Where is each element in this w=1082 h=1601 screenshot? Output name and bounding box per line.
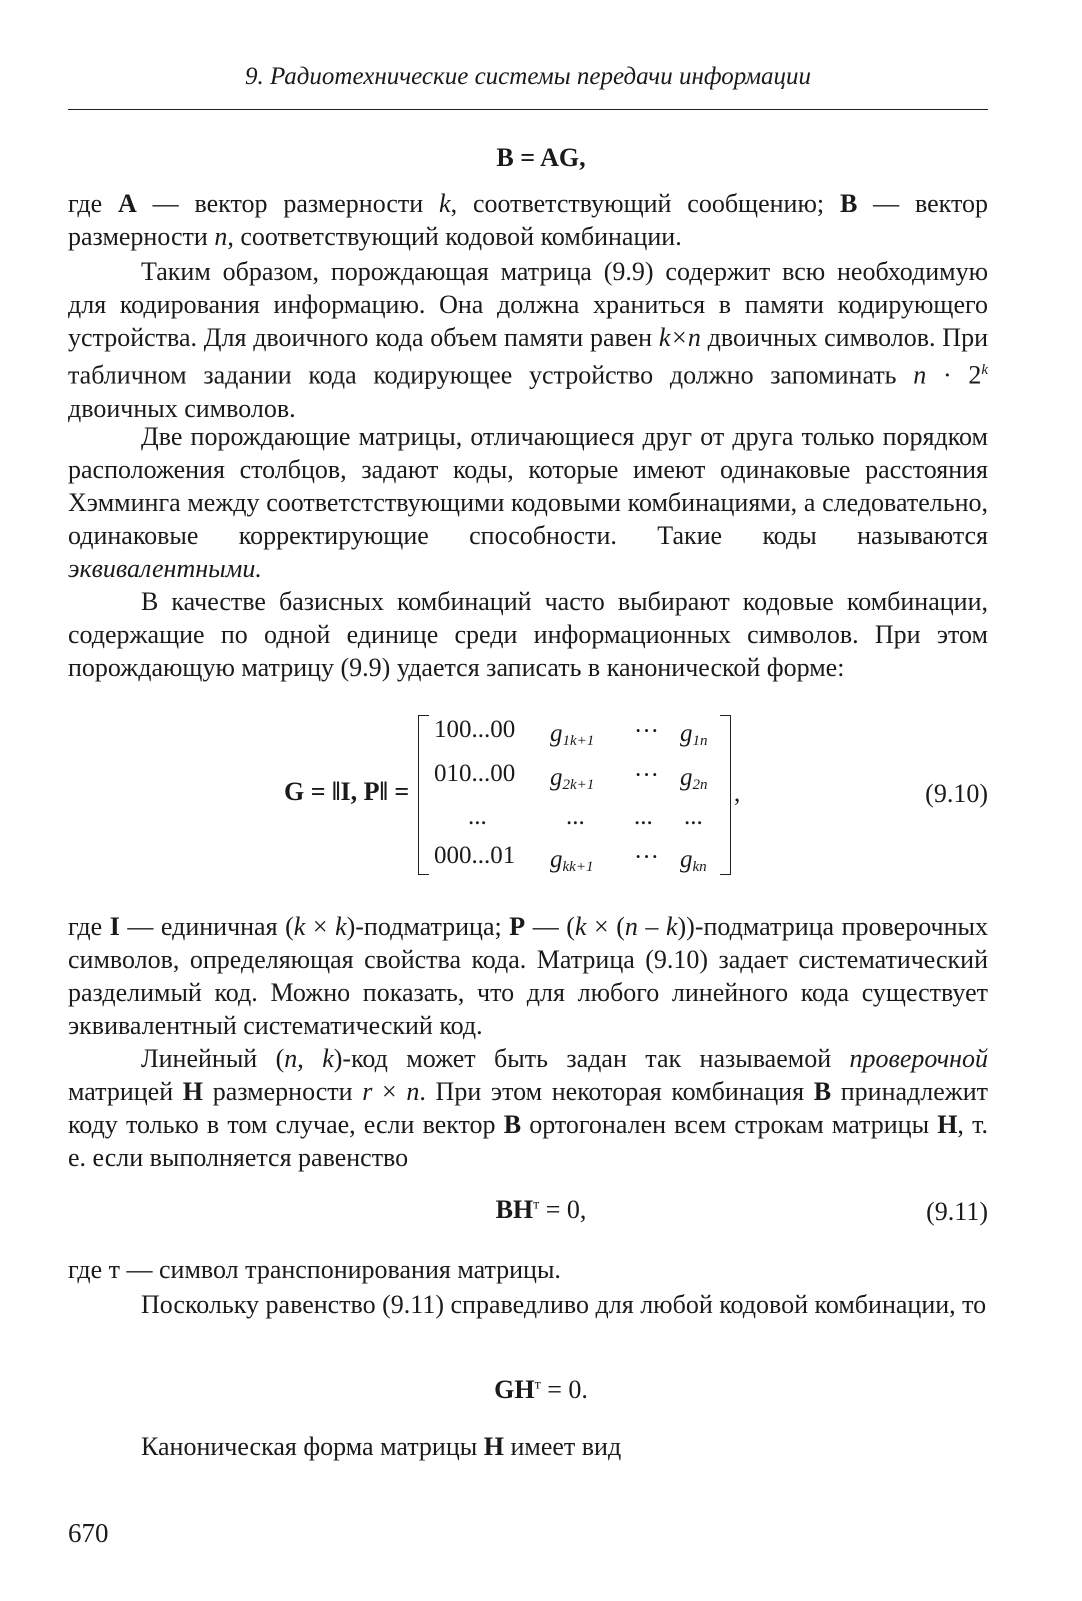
equation-bh: $BH^т = 0$, bbox=[495, 1195, 587, 1224]
matrix-row-1-dots: ··· bbox=[634, 718, 659, 745]
matrix-right-bracket bbox=[720, 715, 731, 875]
equation-number-9-11: (9.11) bbox=[926, 1197, 988, 1226]
matrix-row-1-bits: 100...00 bbox=[434, 716, 516, 743]
header-rule bbox=[68, 109, 988, 110]
matrix-left-bracket bbox=[418, 715, 429, 875]
paragraph-5: где I — единичная (k × k)-подматрица; P — (k × (n – k))-подматрица проверочных символов, определяющая свойства кода. Матрица (9.10) задает систематический разделимый код. Можно показать, что для любого линейного кода существует эквивалентный систематический код. bbox=[68, 912, 988, 1040]
matrix-row-3-bits: ... bbox=[468, 803, 487, 830]
paragraph-9: Каноническая форма матрицы H имеет вид bbox=[141, 1432, 622, 1461]
running-header: 9. Радиотехнические системы передачи информации bbox=[244, 63, 812, 90]
matrix-row-3-g2: ... bbox=[684, 803, 703, 830]
matrix-row-2-g2: $g_{2n}$ bbox=[680, 764, 708, 793]
paragraph-7: где т — символ транспонирования матрицы. bbox=[68, 1255, 561, 1284]
paragraph-4: В качестве базисных комбинаций часто выбирают кодовые комбинации, содержащие по одной единице среди информационных символов. При этом порождающую матрицу (9.9) удается записать в канонической форме: bbox=[68, 587, 988, 682]
matrix-row-2-dots: ··· bbox=[634, 762, 659, 789]
equation-number-9-10: (9.10) bbox=[925, 779, 988, 808]
matrix-row-3-g1: ... bbox=[566, 803, 585, 830]
matrix-row-1-g1: $g_{1k+1}$ bbox=[550, 720, 595, 749]
equation-gh: $GH^т = 0$. bbox=[494, 1375, 588, 1404]
matrix-row-4-g1: $g_{kk+1}$ bbox=[550, 846, 594, 875]
matrix-row-1-g2: $g_{1n}$ bbox=[680, 720, 708, 749]
matrix-row-3-dots: ... bbox=[634, 803, 653, 830]
paragraph-3: Две порождающие матрицы, отличающиеся друг от друга только порядком расположения столбцов, задают коды, которые имеют одинаковые расстояния Хэмминга между соответстствующими кодовыми комбинациями, а следовательно, одинаковые корректирующие способности. Такие коды называются эквивалентными. bbox=[68, 422, 988, 583]
matrix-row-4-dots: ··· bbox=[634, 844, 659, 871]
equation-b-ag: B = AG, bbox=[496, 143, 586, 172]
paragraph-1: где A — вектор размерности k, соответствующий сообщению; B — вектор размерности n, соответствующий кодовой комбинации. bbox=[68, 189, 988, 251]
paragraph-6: Линейный (n, k)-код может быть задан так называемой проверочной матрицей H размерности r × n. При этом некоторая комбинация B принадлежит коду только в том случае, если вектор B ортогонален всем строкам матрицы H, т. е. если выполняется равенство bbox=[68, 1044, 989, 1172]
matrix-row-4-g2: $g_{kn}$ bbox=[680, 846, 707, 875]
matrix-trailing-comma: , bbox=[734, 780, 741, 807]
paragraph-2: Таким образом, порождающая матрица (9.9) содержит всю необходимую для кодирования информацию. Она должна храниться в памяти кодирующего устройства. Для двоичного кода объем памяти равен k×n двоичных символов. При табличном задании кода кодирующее устройство должно запоминать $n \cdot 2^k$ двоичных символов. bbox=[68, 257, 988, 423]
page-number: 670 bbox=[68, 1518, 109, 1548]
matrix-row-2-bits: 010...00 bbox=[434, 760, 516, 787]
matrix-row-4-bits: 000...01 bbox=[434, 842, 516, 869]
matrix-lhs: G = ‖I, P‖ = bbox=[284, 777, 410, 806]
paragraph-8: Поскольку равенство (9.11) справедливо для любой кодовой комбинации, то bbox=[141, 1290, 987, 1319]
matrix-row-2-g1: $g_{2k+1}$ bbox=[550, 764, 595, 793]
